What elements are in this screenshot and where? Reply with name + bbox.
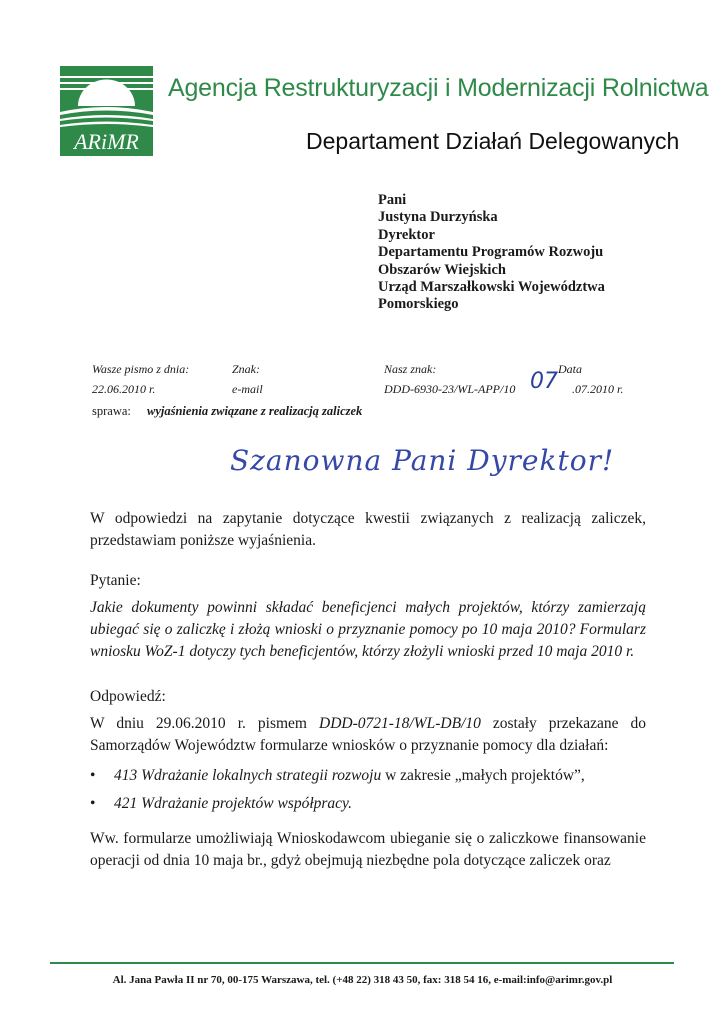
bullet-icon: • [90, 767, 96, 784]
list-item [90, 790, 585, 818]
date-label: Data [558, 362, 582, 376]
sign-label: Znak: [232, 362, 260, 376]
answer-paragraph [90, 713, 646, 757]
your-letter-label: Wasze pismo z dnia: [92, 362, 190, 376]
question-text: Jakie dokumenty powinni składać beneficjenci małych projektów, którzy zamierzają ubiegać się o zaliczkę i złożą wnioski o przyznanie pomocy po 10 maja 2010? Formularz wniosku WoZ-1 dotyczy tych beneficjentów, którzy złożyli wnioski przed 10 maja 2010 r. [90, 599, 646, 660]
answer-reference: DDD-0721-18/WL-DB/10 [319, 715, 481, 732]
recipient-line: Departamentu Programów Rozwoju [378, 244, 604, 261]
date-value: .07.2010 r. [572, 382, 624, 396]
recipient-line: Dyrektor [378, 226, 435, 243]
our-sign-label: Nasz znak: [384, 362, 437, 376]
list-item-action: 421 Wdrażanie projektów współpracy. [114, 795, 352, 812]
intro-paragraph: W odpowiedzi na zapytanie dotyczące kwestii związanych z realizacją zaliczek, przedstawiam poniższe wyjaśnienia. [90, 510, 646, 549]
recipient-line: Justyna Durzyńska [378, 209, 498, 226]
recipient-line: Pomorskiego [378, 296, 459, 313]
recipient-address [378, 192, 605, 314]
answer-text-start: W dniu 29.06.2010 r. pismem [90, 715, 319, 732]
your-letter-date: 22.06.2010 r. [92, 382, 156, 396]
our-sign-value: DDD-6930-23/WL-APP/10 [384, 382, 516, 396]
handwritten-salutation: Szanowna Pani Dyrektor! [230, 444, 615, 477]
agency-name: Agencja Restrukturyzacji i Modernizacji Rolnictwa [168, 74, 709, 102]
subject-value: wyjaśnienia związane z realizacją zaliczek [147, 404, 363, 418]
logo-text: ARiMR [74, 129, 139, 154]
answer-text-end: zostały przekazane do Samorządów Województw formularze wniosków o przyznanie pomocy dla działań: [90, 715, 647, 754]
recipient-line: Obszarów Wiejskich [378, 261, 506, 278]
closing-paragraph: Ww. formularze umożliwiają Wnioskodawcom ubieganie się o zaliczkowe finansowanie operacji od dnia 10 maja br., gdyż obejmują niezbędne pola dotyczące zaliczek oraz [90, 830, 646, 869]
actions-list [90, 762, 585, 818]
list-item-action: 413 Wdrażanie lokalnych strategii rozwoju [114, 767, 382, 784]
list-item [90, 762, 585, 790]
sign-value: e-mail [232, 382, 263, 396]
question-label: Pytanie: [90, 572, 141, 589]
department-name: Departament Działań Delegowanych [306, 128, 680, 154]
answer-label: Odpowiedź: [90, 688, 166, 705]
recipient-line: Urząd Marszałkowski Województwa [378, 279, 605, 296]
date-day-handwritten: 07 [530, 369, 558, 394]
bullet-icon: • [90, 795, 96, 812]
subject-label: sprawa: [92, 404, 131, 418]
footer-address: Al. Jana Pawła II nr 70, 00-175 Warszawa, tel. (+48 22) 318 43 50, fax: 318 54 16, e-mail:info@arimr.gov.pl [112, 974, 613, 986]
recipient-line: Pani [378, 192, 407, 208]
footer-divider [50, 962, 674, 964]
list-item-rest: w zakresie „małych projektów”, [381, 767, 585, 784]
